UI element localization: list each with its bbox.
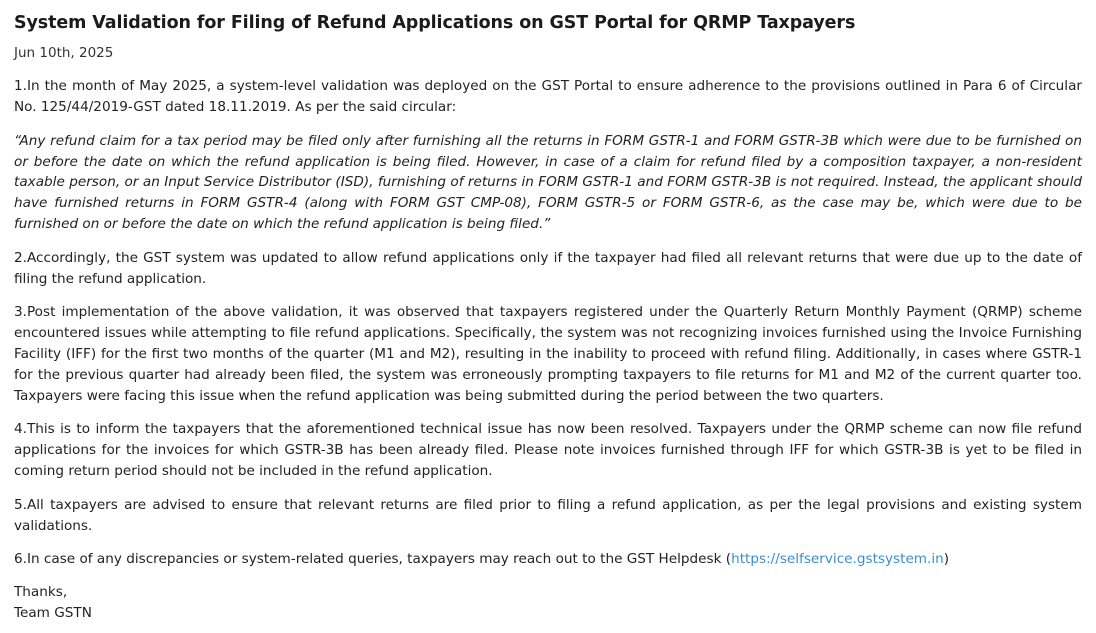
paragraph-2: 2.Accordingly, the GST system was updated to allow refund applications only if the taxpayer had filed all relevant returns that were due up to the date of filing the refund application. xyxy=(14,249,1082,287)
paragraph-5: 5.All taxpayers are advised to ensure that relevant returns are filed prior to filing a refund application, as per the legal provisions and existing system validations. xyxy=(14,496,1082,534)
signature-thanks: Thanks, xyxy=(14,584,68,601)
paragraph-3: 3.Post implementation of the above validation, it was observed that taxpayers registered under the Quarterly Return Monthly Payment (QRMP) scheme encountered issues while attempting to file refund applications. Specifically, the system was not recognizing invoices furnished using the Invoice Furnishing Facility (IFF) for the first two months of the quarter (M1 and M2), resulting in the inability to proceed with refund filing. Additionally, in cases where GSTR-1 for the previous quarter had already been filed, the system was erroneously prompting taxpayers to file returns for M1 and M2 of the current quarter too. Taxpayers were facing this issue when the refund application was being submitted during the period between the two quarters. xyxy=(14,304,1082,404)
signature-block xyxy=(14,583,1082,623)
circular-quote: “Any refund claim for a tax period may be filed only after furnishing all the returns in FORM GSTR-1 and FORM GSTR-3B which were due to be furnished on or before the date on which the refund application is being filed. However, in case of a claim for refund filed by a composition taxpayer, a non-resident taxable person, or an Input Service Distributor (ISD), furnishing of returns in FORM GSTR-1 and FORM GSTR-3B is not required. Instead, the applicant should have furnished returns in FORM GSTR-4 (along with FORM GST CMP-08), FORM GSTR-5 or FORM GSTR-6, as the case may be, which were due to be furnished on or before the date on which the refund application is being filed.” xyxy=(14,132,1082,233)
paragraph-6 xyxy=(14,549,1082,570)
helpdesk-suffix-text: ) xyxy=(943,551,950,568)
page-title: System Validation for Filing of Refund Applications on GST Portal for QRMP Taxpayers xyxy=(14,13,856,33)
signature-team: Team GSTN xyxy=(14,604,92,621)
paragraph-4: 4.This is to inform the taxpayers that the aforementioned technical issue has now been resolved. Taxpayers under the QRMP scheme can now file refund applications for the invoices for which GSTR-3B has been already filed. Please note invoices furnished through IFF for which GSTR-3B is yet to be filed in coming return period should not be included in the refund application. xyxy=(14,421,1082,480)
publish-date: Jun 10th, 2025 xyxy=(14,44,114,61)
paragraph-1: 1.In the month of May 2025, a system-level validation was deployed on the GST Portal to ensure adherence to the provisions outlined in Para 6 of Circular No. 125/44/2019-GST dated 18.11.2019. As per the said circular: xyxy=(14,78,1082,116)
helpdesk-prefix-text: 6.In case of any discrepancies or system-related queries, taxpayers may reach out to the GST Helpdesk ( xyxy=(14,551,732,568)
gst-helpdesk-link[interactable]: https://selfservice.gstsystem.in xyxy=(731,551,944,568)
